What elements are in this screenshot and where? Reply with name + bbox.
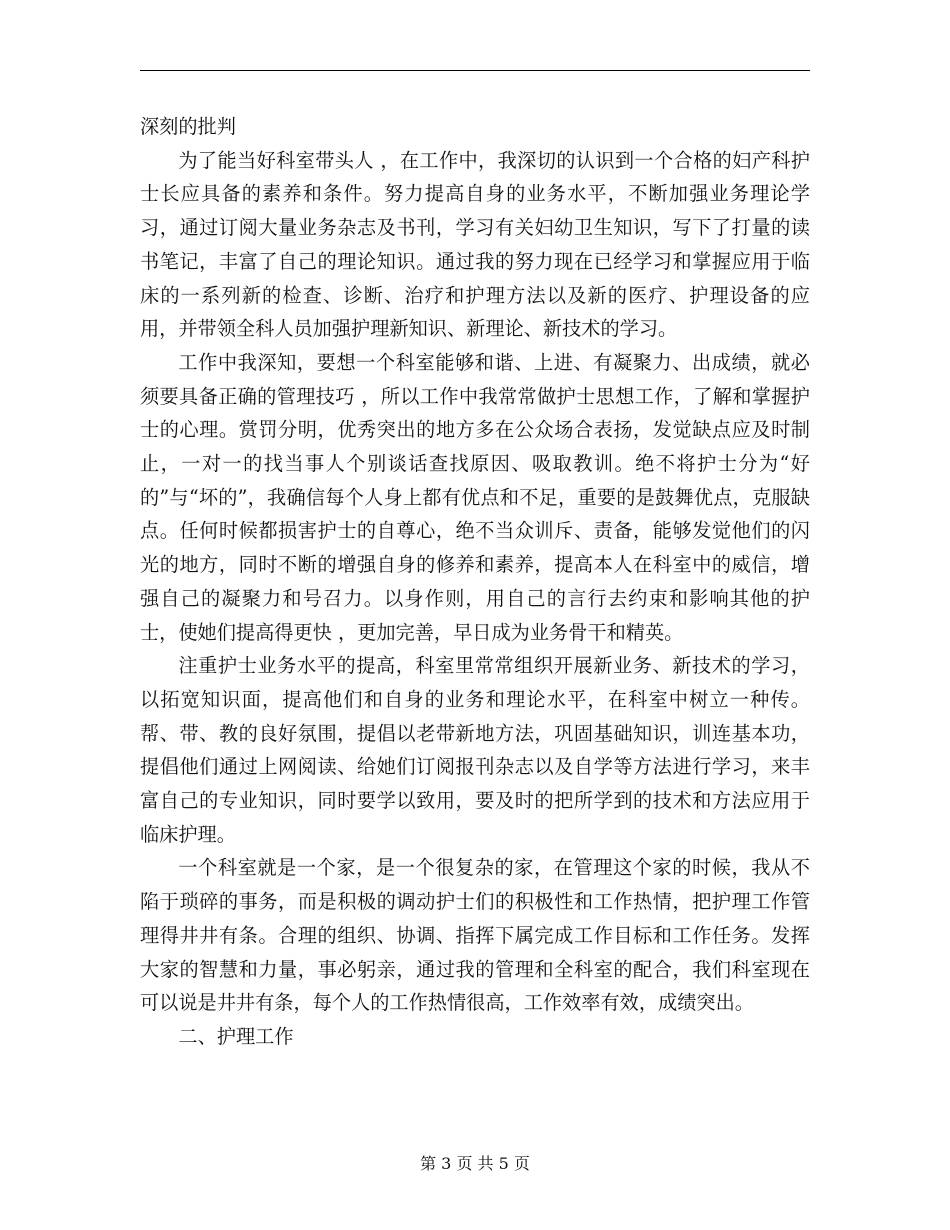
paragraph-management-skills: 工作中我深知，要想一个科室能够和谐、上进、有凝聚力、出成绩，就必须要具备正确的管理技巧 ，所以工作中我常常做护士思想工作，了解和掌握护士的心理。赏罚分明，优秀突出的地方多在公众场合表扬，发觉缺点应及时制止，一对一的找当事人个别谈话查找原因、吸取教训。绝不将护士分为“好的”与“坏的”，我确信每个人身上都有优点和不足，重要的是鼓舞优点，克服缺点。任何时候都损害护士的自尊心，绝不当众训斥、责备，能够发觉他们的闪光的地方，同时不断的增强自身的修养和素养，提高本人在科室中的威信，增强自己的凝聚力和号召力。以身作则，用自己的言行去约束和影响其他的护士，使她们提高得更快 ，更加完善，早日成为业务骨干和精英。 [140,350,810,644]
section-heading-nursing-work: 二、护理工作 [178,1024,294,1048]
header-rule [140,70,810,71]
paragraph-continued-heading: 深刻的批判 [140,115,236,138]
paragraph-department-as-family: 一个科室就是一个家，是一个很复杂的家，在管理这个家的时候，我从不陷于琐碎的事务，而是积极的调动护士们的积极性和工作热情，把护理工作管理得井井有条。合理的组织、协调、指挥下属完成工作目标和工作任务。发挥大家的智慧和力量，事必躬亲，通过我的管理和全科室的配合，我们科室现在可以说是井井有条，每个人的工作热情很高，工作效率有效，成绩突出。 [140,856,810,1015]
paragraph-nurse-training: 注重护士业务水平的提高，科室里常常组织开展新业务、新技术的学习，以拓宽知识面，提高他们和自身的业务和理论水平，在科室中树立一种传。帮、带、教的良好氛围，提倡以老带新地方法，巩固基础知识，训连基本功，提倡他们通过上网阅读、给她们订阅报刊杂志以及自学等方法进行学习，来丰富自己的专业知识，同时要学以致用，要及时的把所学到的技术和方法应用于临床护理。 [140,654,810,846]
paragraph-self-study: 为了能当好科室带头人 ，在工作中，我深切的认识到一个合格的妇产科护士长应具备的素养和条件。努力提高自身的业务水平，不断加强业务理论学习，通过订阅大量业务杂志及书刊，学习有关妇幼卫生知识，写下了打量的读书笔记，丰富了自己的理论知识。通过我的努力现在已经学习和掌握应用于临床的一系列新的检查、诊断、治疗和护理方法以及新的医疗、护理设备的应用，并带领全科人员加强护理新知识、新理论、新技术的学习。 [140,148,810,341]
document-body [140,110,810,1054]
page-number: 第 3 页 共 5 页 [420,1154,530,1173]
